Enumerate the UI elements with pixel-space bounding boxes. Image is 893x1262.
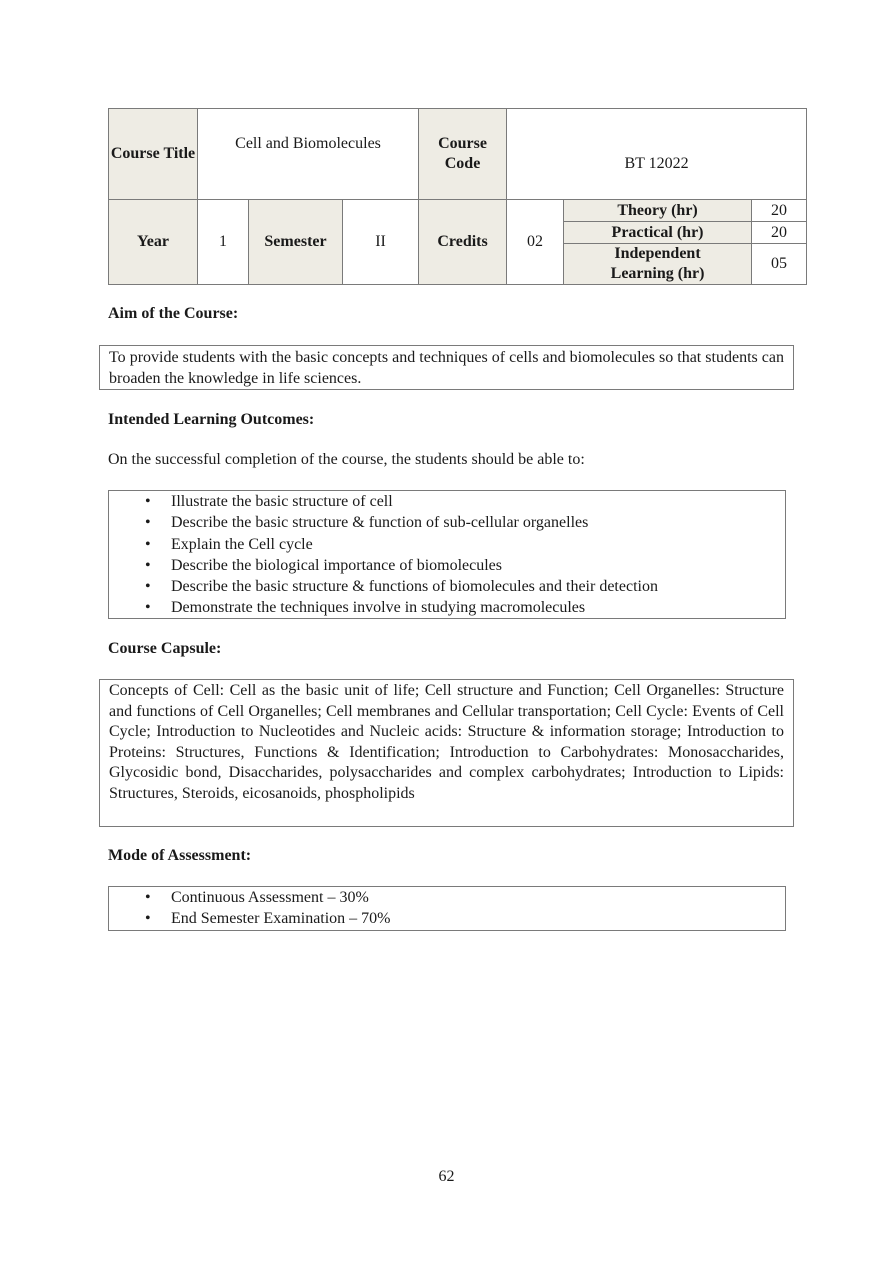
- bullet-icon: •: [145, 556, 151, 574]
- outcomes-intro: On the successful completion of the course, the students should be able to:: [108, 451, 585, 468]
- list-item: • Demonstrate the techniques involve in studying macromolecules: [109, 597, 785, 618]
- semester-value: II: [343, 200, 419, 285]
- course-info-table: [108, 108, 807, 285]
- list-item: • Explain the Cell cycle: [109, 534, 785, 555]
- assessment-heading: Mode of Assessment:: [108, 847, 252, 864]
- assessment-box: [108, 886, 786, 931]
- capsule-text: Concepts of Cell: Cell as the basic unit of life; Cell structure and Function; Cell Organelles: Structure and functions of Cell Organelles; Cell membranes and Cellular transportation; Cell Cycle: Events of Cell Cycle; Introduction to Nucleotides and Nucleic acids: Structure & information storage; Introduction to Proteins: Structures, Functions & Identification; Introduction to Carbohydrates: Monosaccharides, Glycosidic bond, Disaccharides, polysaccharides and complex carbohydrates; Introduction to Lipids: Structures, Steroids, eicosanoids, phospholipids: [109, 682, 784, 802]
- list-item: • End Semester Examination – 70%: [109, 908, 785, 929]
- year-value: 1: [198, 200, 249, 285]
- course-code-value: BT 12022: [507, 109, 807, 200]
- aim-box: [99, 345, 794, 390]
- list-item: • Describe the biological importance of biomolecules: [109, 555, 785, 576]
- year-label: Year: [109, 200, 198, 285]
- aim-text: To provide students with the basic concepts and techniques of cells and biomolecules so that students can broaden the knowledge in life sciences.: [109, 349, 784, 387]
- outcomes-heading: Intended Learning Outcomes:: [108, 411, 315, 428]
- aim-heading: Aim of the Course:: [108, 305, 239, 322]
- theory-hours-value: 20: [752, 200, 807, 222]
- course-title-label: Course Title: [109, 109, 198, 200]
- bullet-icon: •: [145, 514, 151, 532]
- credits-label: Credits: [419, 200, 507, 285]
- course-code-label: Course Code: [419, 109, 507, 200]
- bullet-icon: •: [145, 493, 151, 510]
- assessment-list: [109, 887, 785, 930]
- list-item: • Continuous Assessment – 30%: [109, 887, 785, 908]
- bullet-icon: •: [145, 910, 151, 928]
- independent-hours-value: 05: [752, 244, 807, 285]
- practical-hours-label: Practical (hr): [564, 222, 752, 244]
- outcomes-list: [109, 491, 785, 619]
- credits-value: 02: [507, 200, 564, 285]
- practical-hours-value: 20: [752, 222, 807, 244]
- theory-hours-label: Theory (hr): [564, 200, 752, 222]
- list-item: • Describe the basic structure & functions of biomolecules and their detection: [109, 576, 785, 597]
- bullet-icon: •: [145, 889, 151, 906]
- bullet-icon: •: [145, 599, 151, 617]
- course-title-value: Cell and Biomolecules: [198, 109, 419, 200]
- list-item: • Illustrate the basic structure of cell: [109, 491, 785, 512]
- bullet-icon: •: [145, 578, 151, 596]
- page-number: 62: [438, 1168, 455, 1185]
- independent-hours-label: Independent Learning (hr): [564, 244, 752, 285]
- outcomes-box: [108, 490, 786, 619]
- semester-label: Semester: [249, 200, 343, 285]
- capsule-box: [99, 679, 794, 827]
- bullet-icon: •: [145, 535, 151, 553]
- list-item: • Describe the basic structure & function of sub-cellular organelles: [109, 512, 785, 533]
- capsule-heading: Course Capsule:: [108, 640, 222, 657]
